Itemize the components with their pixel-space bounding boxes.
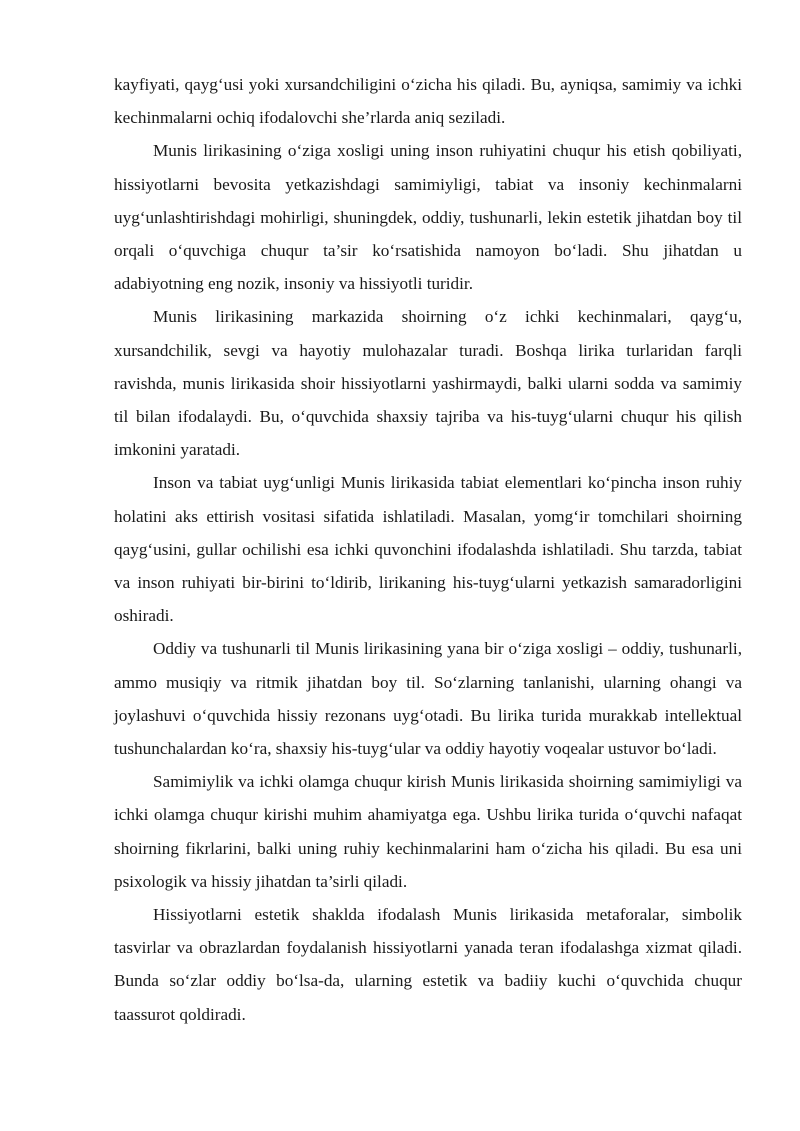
paragraph-6: Samimiylik va ichki olamga chuqur kirish Munis lirikasida shoirning samimiyligi va ichki olamga chuqur kirishi muhim ahamiyatga ega. Ushbu lirika turida o‘quvchi nafaqat shoirning fikrlarini, balki uning ruhiy kechinmalarini ham o‘zicha his qiladi. Bu esa uni psixologik va hissiy jihatdan ta’sirli qiladi. — [114, 772, 742, 891]
paragraph-5: Oddiy va tushunarli til Munis lirikasining yana bir o‘ziga xosligi – oddiy, tushunarli, ammo musiqiy va ritmik jihatdan boy til. So‘zlarning tanlanishi, ularning ohangi va joylashuvi o‘quvchida hissiy rezonans uyg‘otadi. Bu lirika turida murakkab intellektual tushunchalardan ko‘ra, shaxsiy his-tuyg‘ular va oddiy hayotiy voqealar ustuvor bo‘ladi. — [114, 639, 742, 759]
paragraph-4: Inson va tabiat uyg‘unligi Munis lirikasida tabiat elementlari ko‘pincha inson ruhiy holatini aks ettirish vositasi sifatida ishlatiladi. Masalan, yomg‘ir tomchilari shoirning qayg‘usini, gullar ochilishi esa ichki quvonchini ifodalashda ishlatiladi. Shu tarzda, tabiat va inson ruhiyati bir-birini to‘ldirib, lirikaning his-tuyg‘ularni yetkazish samaradorligini oshiradi. — [114, 473, 742, 626]
paragraph-2: Munis lirikasining o‘ziga xosligi uning inson ruhiyatini chuqur his etish qobiliyati, hissiyotlarni bevosita yetkazishdagi samimiyligi, tabiat va insoniy kechinmalarni uyg‘unlashtirishdagi mohirligi, shuningdek, oddiy, tushunarli, lekin estetik jihatdan boy til orqali o‘quvchiga chuqur ta’sir ko‘rsatishida namoyon bo‘ladi. Shu jihatdan u adabiyotning eng nozik, insoniy va hissiyotli turidir. — [114, 141, 742, 294]
paragraph-7: Hissiyotlarni estetik shaklda ifodalash Munis lirikasida metaforalar, simbolik tasvirlar va obrazlardan foydalanish hissiyotlarni yanada teran ifodalashga xizmat qiladi. Bunda so‘zlar oddiy bo‘lsa-da, ularning estetik va badiiy kuchi o‘quvchida chuqur taassurot qoldiradi. — [114, 905, 742, 1024]
paragraph-3: Munis lirikasining markazida shoirning o‘z ichki kechinmalari, qayg‘u, xursandchilik, sevgi va hayotiy mulohazalar turadi. Boshqa lirika turlaridan farqli ravishda, munis lirikasida shoir hissiyotlarni yashirmaydi, balki ularni sodda va samimiy til bilan ifodalaydi. Bu, o‘quvchida shaxsiy tajriba va his-tuyg‘ularni chuqur his qilish imkonini yaratadi. — [114, 307, 742, 460]
paragraph-1: kayfiyati, qayg‘usi yoki xursandchiligini o‘zicha his qiladi. Bu, ayniqsa, samimiy va ichki kechinmalarni ochiq ifodalovchi she’rlarda aniq seziladi. — [114, 75, 742, 128]
document-page — [114, 68, 742, 1031]
